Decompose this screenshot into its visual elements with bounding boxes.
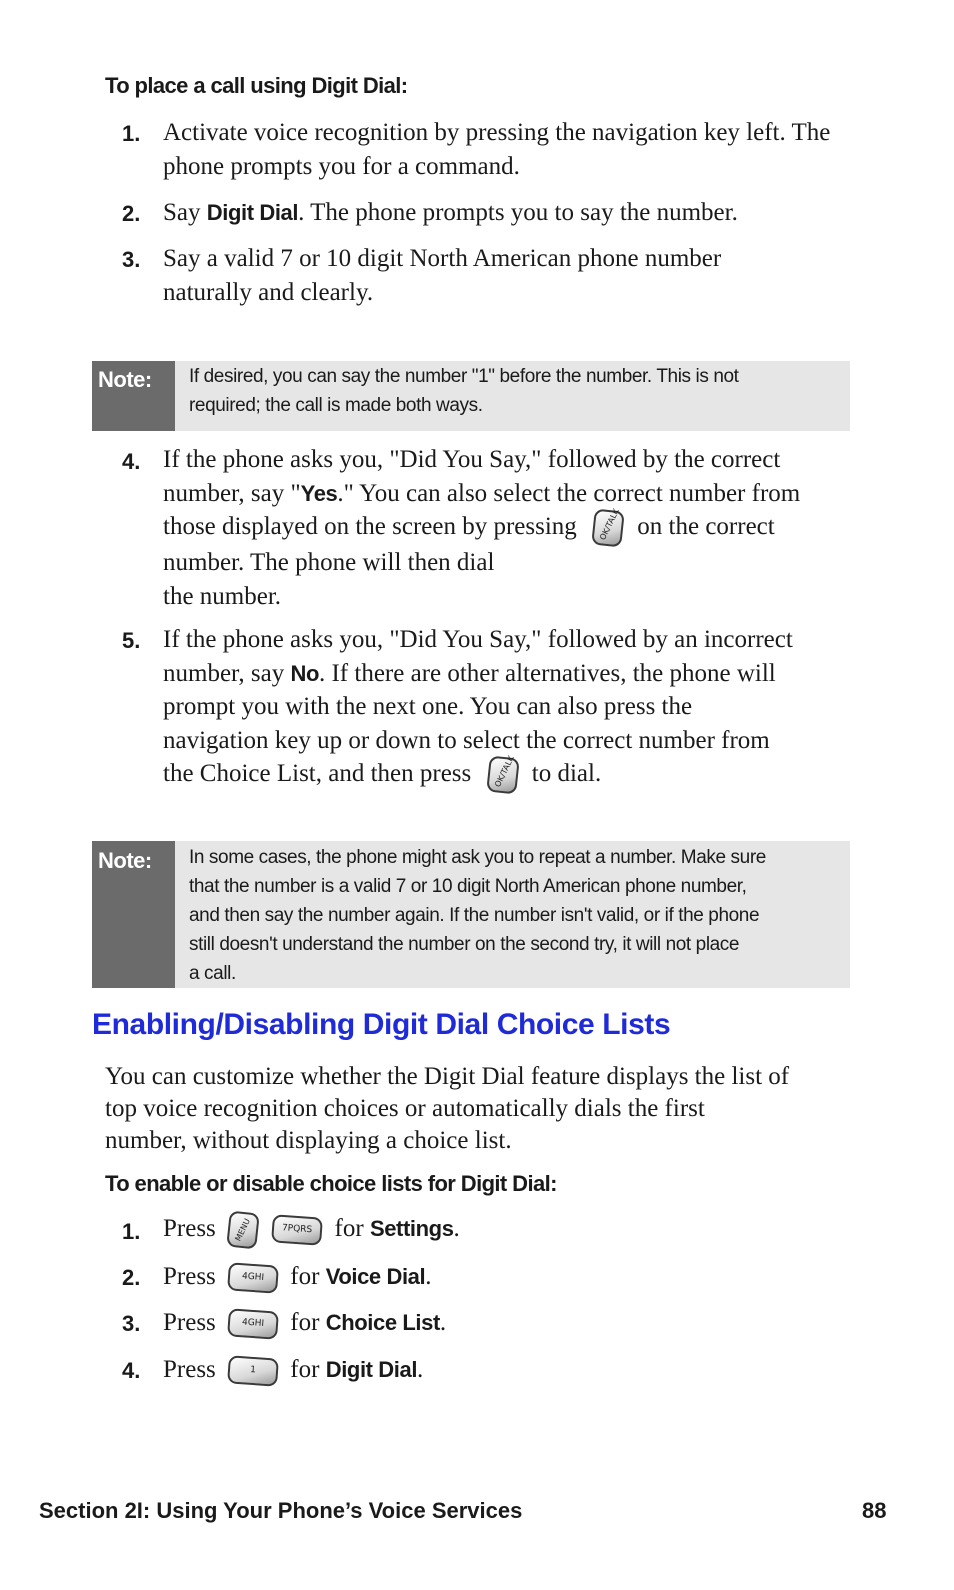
step-number: 4. — [122, 449, 141, 474]
step-number: 3. — [122, 1311, 141, 1336]
bold-term: Yes — [300, 480, 338, 506]
bold-term: Voice Dial — [325, 1264, 426, 1289]
step-text: Press MENU 7PQRS for Settings. — [163, 1212, 863, 1248]
bold-term: Digit Dial — [325, 1357, 418, 1382]
note-box — [92, 841, 850, 988]
ok-talk-key-icon: OK/TALK — [486, 756, 520, 795]
intro-paragraph: You can customize whether the Digit Dial feature displays the list of top voice recognition choices or automatically dials the first number, without displaying a choice list. — [105, 1063, 790, 1154]
1-key-icon: 1 — [227, 1356, 279, 1387]
step-number: 1. — [122, 1219, 141, 1244]
7pqrs-key-icon: 7PQRS — [271, 1215, 323, 1246]
step-number: 2. — [122, 1265, 141, 1290]
bold-term: Settings — [369, 1216, 454, 1241]
bold-term: No — [290, 660, 319, 686]
note-box — [92, 361, 850, 431]
4ghi-key-icon: 4GHI — [227, 1263, 279, 1294]
step-text: If the phone asks you, "Did You Say," followed by the correct number, say "Yes." You can also select the correct number from those displayed on the screen by pressing OK/TALK on the correct number. The phone will then dial the number. — [163, 446, 801, 610]
step-number: 5. — [122, 628, 141, 653]
bold-term: Choice List — [325, 1310, 440, 1335]
menu-key-icon: MENU — [226, 1211, 260, 1250]
note-text: In some cases, the phone might ask you to repeat a number. Make sure that the number is a valid 7 or 10 digit North American phone number, and then say the number again. If the number isn't valid, or if the phone still doesn't understand the number on the second try, it will not place a call. — [189, 847, 766, 984]
step-number: 3. — [122, 247, 141, 272]
procedure-heading: To enable or disable choice lists for Digit Dial: — [105, 1171, 557, 1196]
step-text: Press 1 for Digit Dial. — [163, 1353, 863, 1387]
ok-talk-key-icon: OK/TALK — [591, 509, 625, 548]
procedure-heading: To place a call using Digit Dial: — [105, 73, 408, 98]
note-text: If desired, you can say the number "1" before the number. This is not required; the call is made both ways. — [189, 366, 739, 416]
step-text: Press 4GHI for Voice Dial. — [163, 1260, 863, 1294]
step-number: 1. — [122, 121, 141, 146]
page-number: 88 — [862, 1498, 887, 1523]
note-label: Note: — [92, 361, 175, 431]
section-title: Enabling/Disabling Digit Dial Choice Lists — [92, 1008, 671, 1041]
4ghi-key-icon: 4GHI — [227, 1309, 279, 1340]
bold-term: Digit Dial — [206, 200, 299, 225]
step-text: Say Digit Dial. The phone prompts you to say the number. — [163, 199, 738, 226]
step-text: Activate voice recognition by pressing the navigation key left. The phone prompts you for a command. — [163, 119, 831, 180]
step-text: Press 4GHI for Choice List. — [163, 1306, 863, 1340]
footer-section-title: Section 2I: Using Your Phone’s Voice Services — [39, 1498, 523, 1523]
note-label: Note: — [92, 841, 175, 988]
step-text: If the phone asks you, "Did You Say," followed by an incorrect number, say No. If there are other alternatives, the phone will prompt you with the next one. You can also press the navigation key up or down to select the correct number from the Choice List, and then press OK/TALK to dial. — [163, 623, 883, 793]
step-number: 2. — [122, 201, 141, 226]
step-text: Say a valid 7 or 10 digit North American phone number naturally and clearly. — [163, 245, 722, 306]
step-number: 4. — [122, 1358, 141, 1383]
